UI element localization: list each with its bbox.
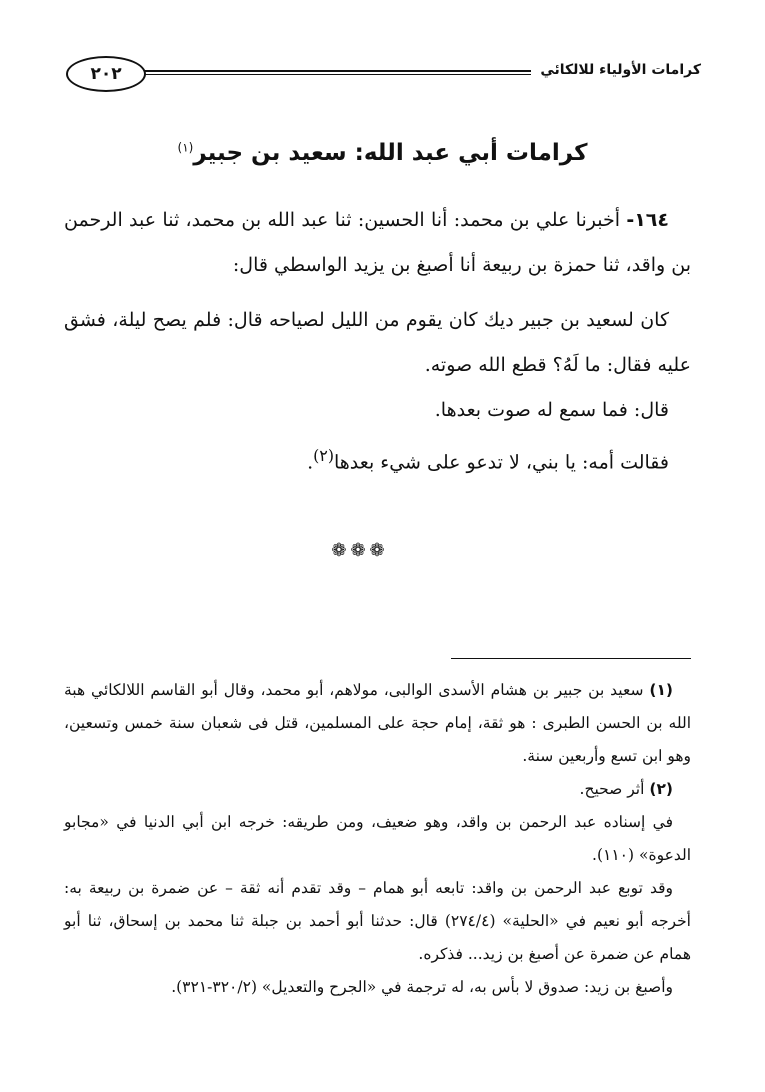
section-ornaments: ❁❁❁ (331, 540, 389, 561)
running-header-title: كرامات الأولياء للالكائي (540, 62, 701, 78)
footnote-1-text: سعيد بن جبير بن هشام الأسدى الوالبى، مولاهم، أبو محمد، وقال أبو القاسم اللالكائي هبة الله بن الحسن الطبرى : هو ثقة، إمام حجة على المسلمين، قتل فى شعبان سنة خمس وتسعين، وهو ابن تسع وأربعين سنة. (64, 681, 691, 765)
footnote-1 (64, 674, 691, 773)
footnote-2-marker: (٢) (649, 780, 673, 798)
narration-footnote-ref: (٢) (313, 446, 334, 465)
page-number: ٢٠٢ (66, 56, 146, 92)
narration-paragraph-3-text: فقالت أمه: يا بني، لا تدعو على شيء بعدها (334, 451, 669, 474)
main-text (64, 198, 691, 485)
footnote-1-marker: (١) (649, 681, 673, 699)
footnote-2-paragraph-1: في إسناده عبد الرحمن بن واقد، وهو ضعيف، ومن طريقه: خرجه ابن أبي الدنيا في «مجابو الدعوة» (١١٠). (64, 813, 691, 864)
running-header (66, 56, 701, 92)
isnad-paragraph (64, 198, 691, 288)
narration-paragraph-2: قال: فما سمع له صوت بعدها. (434, 399, 669, 421)
footnote-2-paragraph-2: وقد توبع عبد الرحمن بن واقد: تابعه أبو همام – وقد تقدم أنه ثقة – عن ضمرة بن ربيعة به: أخرجه أبو نعيم في «الحلية» (٢٧٤/٤) قال: حدثنا أبو أحمد بن جبلة ثنا محمد بن إسحاق، ثنا أبو همام عن ضمرة عن أصبغ بن زيد... فذكره. (64, 879, 691, 963)
narration-paragraph-3-end: . (307, 451, 314, 474)
footnote-separator (451, 658, 691, 659)
narration-paragraph-1: كان لسعيد بن جبير ديك كان يقوم من الليل لصياحه قال: فلم يصح ليلة، فشق عليه فقال: ما لَهُ؟ قطع الله صوته. (64, 309, 691, 376)
isnad-text: أخبرنا علي بن محمد: أنا الحسين: ثنا عبد الله بن محمد، ثنا عبد الرحمن بن واقد، ثنا حمزة بن ربيعة أنا أصبغ بن يزيد الواسطي قال: (64, 209, 691, 276)
footnotes (64, 674, 691, 1004)
header-rule (144, 70, 531, 75)
hadith-number: ١٦٤- (626, 209, 669, 231)
narration-paragraph-3 (64, 433, 691, 485)
chapter-title-footnote-ref: (١) (177, 140, 194, 155)
chapter-title (60, 140, 705, 166)
footnote-2-paragraph-3: وأصبغ بن زيد: صدوق لا بأس به، له ترجمة في «الجرح والتعديل» (٣٢٠/٢-٣٢١). (171, 978, 673, 996)
footnote-2-text: أثر صحيح. (579, 780, 645, 798)
chapter-title-text: كرامات أبي عبد الله: سعيد بن جبير (193, 140, 588, 166)
footnote-2 (64, 773, 691, 806)
